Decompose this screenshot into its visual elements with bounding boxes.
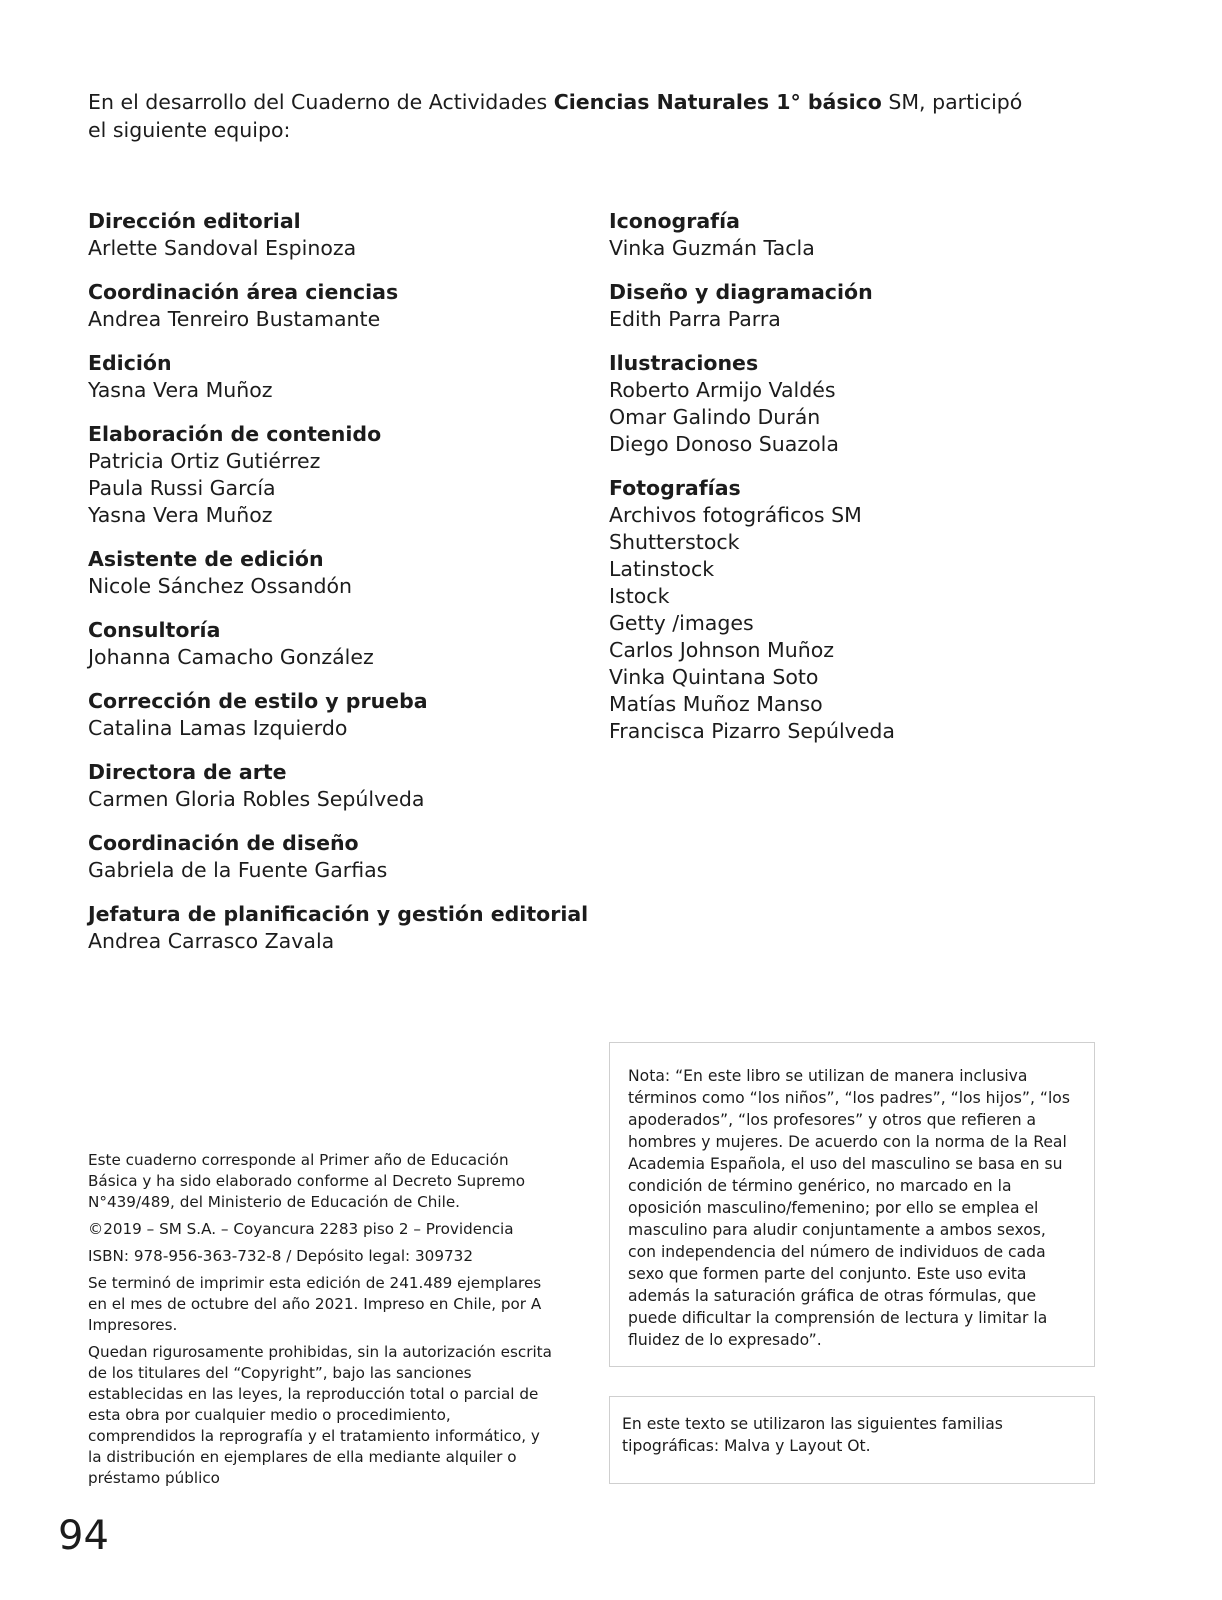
credit-person-name: Yasna Vera Muñoz <box>88 503 273 527</box>
credit-person-name: Catalina Lamas Izquierdo <box>88 716 348 740</box>
credit-person-name: Istock <box>609 584 670 608</box>
credit-person-name: Vinka Quintana Soto <box>609 665 819 689</box>
credit-role-title: Diseño y diagramación <box>609 280 873 304</box>
credit-person-name: Getty /images <box>609 611 754 635</box>
credit-group <box>88 279 608 333</box>
credit-person-name: Carmen Gloria Robles Sepúlveda <box>88 787 425 811</box>
credit-group <box>88 688 608 742</box>
credit-person-name: Arlette Sandoval Espinoza <box>88 236 357 260</box>
credit-person-name: Carlos Johnson Muñoz <box>609 638 835 662</box>
credit-person-name: Vinka Guzmán Tacla <box>609 236 815 260</box>
credit-person-name: Matías Muñoz Manso <box>609 692 823 716</box>
credit-role-title: Iconografía <box>609 209 740 233</box>
credit-group <box>609 350 1129 458</box>
credit-person-name: Latinstock <box>609 557 715 581</box>
credit-group <box>88 421 608 529</box>
credit-person-name: Andrea Tenreiro Bustamante <box>88 307 381 331</box>
credits-left-column <box>88 208 608 972</box>
credit-person-name: Omar Galindo Durán <box>609 405 821 429</box>
credit-role-title: Directora de arte <box>88 760 287 784</box>
intro-book-title: Ciencias Naturales 1° básico <box>553 90 882 114</box>
intro-text-after: SM, participó el siguiente equipo: <box>88 90 1023 142</box>
credit-person-name: Archivos fotográficos SM <box>609 503 862 527</box>
credit-role-title: Edición <box>88 351 172 375</box>
credit-role-title: Coordinación de diseño <box>88 831 359 855</box>
credit-role-title: Consultoría <box>88 618 221 642</box>
credit-person-name: Patricia Ortiz Gutiérrez <box>88 449 321 473</box>
credit-group <box>88 830 608 884</box>
credit-group <box>609 279 1129 333</box>
legal-copyright: ©2019 – SM S.A. – Coyancura 2283 piso 2 – Providencia <box>88 1220 514 1238</box>
legal-isbn: ISBN: 978-956-363-732-8 / Depósito legal: 309732 <box>88 1247 473 1265</box>
credit-person-name: Diego Donoso Suazola <box>609 432 839 456</box>
credit-person-name: Paula Russi García <box>88 476 276 500</box>
credit-role-title: Dirección editorial <box>88 209 301 233</box>
credit-person-name: Francisca Pizarro Sepúlveda <box>609 719 895 743</box>
legal-rights-reserved: Quedan rigurosamente prohibidas, sin la autorización escrita de los titulares del “Copyright”, bajo las sanciones establecidas en las leyes, la reproducción total o parcial de esta obra por cualquier medio o procedimiento, comprendidos la reprografía y el tratamiento informático, y la distribución en ejemplares de ella mediante alquiler o préstamo público <box>88 1343 552 1487</box>
credit-person-name: Andrea Carrasco Zavala <box>88 929 335 953</box>
credit-group <box>609 208 1129 262</box>
credit-role-title: Coordinación área ciencias <box>88 280 399 304</box>
page-number: 94 <box>58 1513 109 1559</box>
credit-person-name: Edith Parra Parra <box>609 307 781 331</box>
credits-right-column <box>609 208 1129 762</box>
credit-group <box>88 350 608 404</box>
credit-group <box>609 475 1129 745</box>
credit-person-name: Nicole Sánchez Ossandón <box>88 574 352 598</box>
credit-group <box>88 901 608 955</box>
credit-person-name: Yasna Vera Muñoz <box>88 378 273 402</box>
credit-group <box>88 759 608 813</box>
credit-person-name: Shutterstock <box>609 530 740 554</box>
inclusive-language-note-text: Nota: “En este libro se utilizan de manera inclusiva términos como “los niños”, “los padres”, “los hijos”, “los apoderados”, “los profesores” y otros que refieren a hombres y mujeres. De acuerdo con la norma de la Real Academia Española, el uso del masculino se basa en su condición de término genérico, no marcado en la oposición masculino/femenino; por ello se emplea el masculino para aludir conjuntamente a ambos sexos, con independencia del número de individuos de cada sexo que formen parte del conjunto. Este uso evita además la saturación gráfica de otras fórmulas, que puede dificultar la comprensión de lectura y limitar la fluidez de lo expresado”. <box>628 1067 1070 1349</box>
credit-role-title: Corrección de estilo y prueba <box>88 689 428 713</box>
credit-role-title: Ilustraciones <box>609 351 759 375</box>
credit-group <box>88 546 608 600</box>
credit-group <box>88 617 608 671</box>
legal-curriculum-note: Este cuaderno corresponde al Primer año de Educación Básica y ha sido elaborado conforme al Decreto Supremo N°439/489, del Ministerio de Educación de Chile. <box>88 1151 526 1211</box>
intro-paragraph <box>88 88 1028 144</box>
credit-role-title: Jefatura de planificación y gestión editorial <box>88 902 589 926</box>
credit-person-name: Roberto Armijo Valdés <box>609 378 836 402</box>
credit-role-title: Asistente de edición <box>88 547 324 571</box>
credit-group <box>88 208 608 262</box>
typography-note-text: En este texto se utilizaron las siguientes familias tipográficas: Malva y Layout Ot. <box>622 1415 1003 1455</box>
credit-role-title: Elaboración de contenido <box>88 422 382 446</box>
inclusive-language-note-box <box>609 1042 1095 1367</box>
credit-person-name: Gabriela de la Fuente Garfias <box>88 858 388 882</box>
legal-information <box>88 1150 558 1495</box>
legal-print-run: Se terminó de imprimir esta edición de 241.489 ejemplares en el mes de octubre del año 2021. Impreso en Chile, por A Impresores. <box>88 1274 542 1334</box>
intro-text-before: En el desarrollo del Cuaderno de Actividades <box>88 90 554 114</box>
credit-role-title: Fotografías <box>609 476 741 500</box>
typography-note-box <box>609 1396 1095 1484</box>
credit-person-name: Johanna Camacho González <box>88 645 374 669</box>
